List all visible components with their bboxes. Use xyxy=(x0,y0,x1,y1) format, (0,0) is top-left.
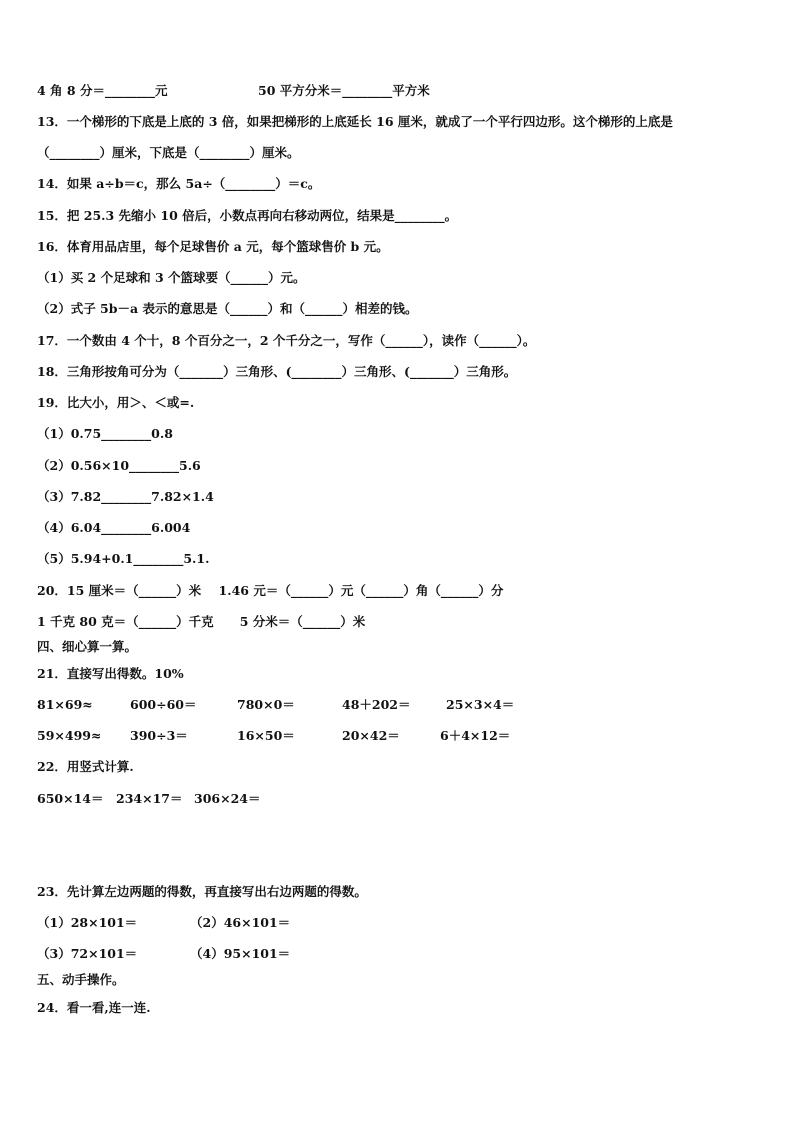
question-23: 23．先计算左边两题的得数，再直接写出右边两题的得数。 xyxy=(37,884,367,899)
calc-item: 390÷3＝ xyxy=(130,728,188,743)
question-19-part-5: （5）5.94+0.1________5.1. xyxy=(37,551,210,566)
question-16-part-2: （2）式子 5b－a 表示的意思是（______）和（______）相差的钱。 xyxy=(37,301,418,316)
question-19-part-4: （4）6.04________6.004 xyxy=(37,520,191,535)
vertical-calc-item: 650×14＝ xyxy=(37,791,104,806)
calc-item: 59×499≈ xyxy=(37,728,102,743)
question-20: 20．15 厘米＝（______）米 1.46 元＝（______）元（______）角（______）分 xyxy=(37,583,504,598)
question-14: 14．如果 a÷b＝c，那么 5a÷（________）＝c。 xyxy=(37,176,321,191)
question-18: 18．三角形按角可分为（_______）三角形、(________）三角形、(_______）三角形。 xyxy=(37,364,517,379)
question-17: 17．一个数由 4 个十，8 个百分之一，2 个千分之一，写作（______），读作（______）。 xyxy=(37,333,536,348)
unit-conversion-area: 50 平方分米＝________平方米 xyxy=(258,83,430,98)
question-19-part-3: （3）7.82________7.82×1.4 xyxy=(37,489,214,504)
question-21: 21．直接写出得数。10% xyxy=(37,666,184,681)
calc-item: 20×42＝ xyxy=(342,728,400,743)
q23-item: （4）95×101＝ xyxy=(190,946,291,961)
question-19: 19．比大小，用＞、＜或=. xyxy=(37,395,195,410)
section-4-heading: 四、细心算一算。 xyxy=(37,639,138,654)
question-13: 13．一个梯形的下底是上底的 3 倍，如果把梯形的上底延长 16 厘米，就成了一个平行四边形。这个梯形的上底是 xyxy=(37,114,673,129)
calc-item: 48＋202＝ xyxy=(342,697,411,712)
unit-conversion-jiao-fen: 4 角 8 分＝________元 xyxy=(37,83,168,98)
calc-item: 25×3×4＝ xyxy=(446,697,515,712)
calc-item: 780×0＝ xyxy=(237,697,295,712)
vertical-calc-item: 234×17＝ xyxy=(116,791,183,806)
calc-item: 6＋4×12＝ xyxy=(440,728,511,743)
question-16-part-1: （1）买 2 个足球和 3 个篮球要（______）元。 xyxy=(37,270,306,285)
calc-item: 600÷60＝ xyxy=(130,697,197,712)
question-19-part-2: （2）0.56×10________5.6 xyxy=(37,458,201,473)
calc-item: 16×50＝ xyxy=(237,728,295,743)
question-16: 16．体育用品店里，每个足球售价 a 元，每个篮球售价 b 元。 xyxy=(37,239,389,254)
calc-item: 81×69≈ xyxy=(37,697,93,712)
question-22: 22．用竖式计算. xyxy=(37,759,134,774)
section-5-heading: 五、动手操作。 xyxy=(37,972,125,987)
q23-item: （1）28×101＝ xyxy=(37,915,138,930)
question-20-line-2: 1 千克 80 克＝（______）千克 5 分米＝（______）米 xyxy=(37,614,366,629)
vertical-calc-item: 306×24＝ xyxy=(194,791,261,806)
q23-item: （3）72×101＝ xyxy=(37,946,138,961)
question-24: 24．看一看,连一连. xyxy=(37,1000,151,1015)
question-19-part-1: （1）0.75________0.8 xyxy=(37,426,173,441)
question-15: 15．把 25.3 先缩小 10 倍后，小数点再向右移动两位，结果是________。 xyxy=(37,208,458,223)
question-13-answer: （________）厘米，下底是（________）厘米。 xyxy=(37,145,300,160)
q23-item: （2）46×101＝ xyxy=(190,915,291,930)
